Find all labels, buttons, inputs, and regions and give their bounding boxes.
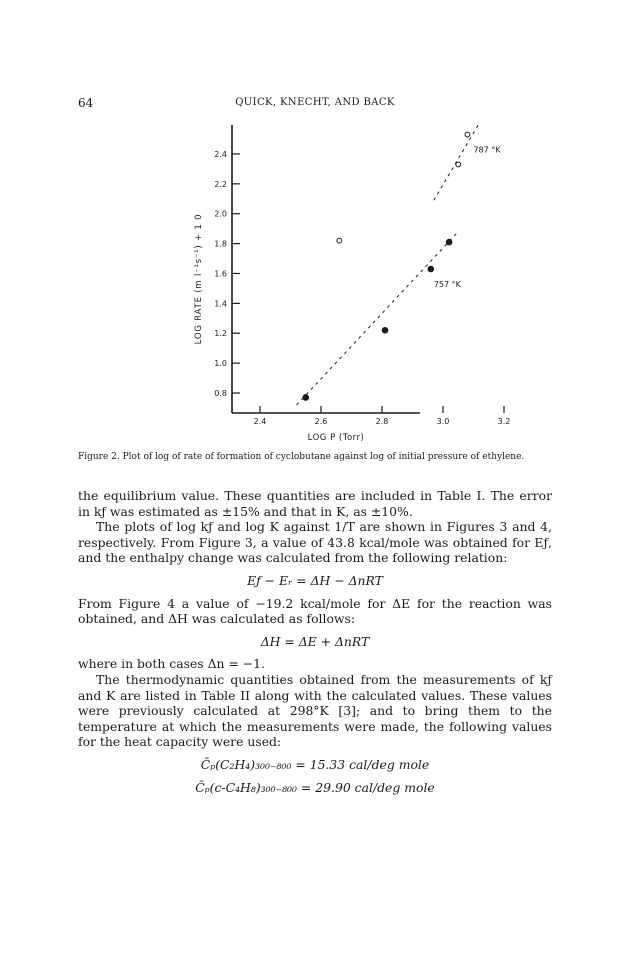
open-point <box>337 238 342 243</box>
paragraph-5: The thermodynamic quantities obtained from the measurements of kƒ and K are listed in Table II along with the calculated values. These values were previously calculated at 298°K [3]; and to bring them to the temperature at which the measurements were made, the following values for the heat capacity were used: <box>78 671 552 750</box>
plot-axes <box>232 125 420 413</box>
paragraph-4: where in both cases Δn = −1. <box>78 656 265 672</box>
fit-lines <box>297 123 480 405</box>
y-axis-title: LOG RATE (m l⁻¹s⁻¹) + 1 0 <box>194 213 204 345</box>
paragraph-2: The plots of log kƒ and log K against 1/T are shown in Figures 3 and 4, respectively. From Figure 3, a value of 43.8 kcal/mole was obtained for Eƒ, and the enthalpy change was calculated from the following relation: <box>78 519 552 566</box>
equation-4: C̄ₚ(c-C₄H₈)₃₀₀₋₈₀₀ = 29.90 cal/deg mole <box>195 779 435 795</box>
running-head: QUICK, KNECHT, AND BACK <box>235 97 395 108</box>
paragraph-3: From Figure 4 a value of −19.2 kcal/mole for ΔE for the reaction was obtained, and ΔH was calculated as follows: <box>78 595 552 627</box>
y-tick-label: 2.2 <box>214 179 227 189</box>
open-point <box>465 132 470 137</box>
x-tick-label: 2.4 <box>253 417 267 426</box>
annotation-757K: 757 °K <box>433 279 461 289</box>
x-tick-label: 2.6 <box>314 417 328 426</box>
x-axis-title: LOG P (Torr) <box>307 433 365 443</box>
open-point <box>456 162 461 167</box>
data-points <box>303 132 470 400</box>
page-number: 64 <box>78 96 94 110</box>
equation-1: Eƒ − Eᵣ = ΔH − ΔnRT <box>247 572 383 588</box>
y-tick-label: 2.0 <box>214 209 227 219</box>
tick-marks <box>232 154 504 413</box>
axis-labels <box>194 145 510 443</box>
y-tick-label: 0.8 <box>214 389 227 398</box>
equation-3: C̄ₚ(C₂H₄)₃₀₀₋₈₀₀ = 15.33 cal/deg mole <box>200 756 430 772</box>
x-tick-label: 3.2 <box>497 417 511 426</box>
y-tick-label: 1.6 <box>214 269 227 279</box>
figure-2-plot <box>0 0 624 450</box>
fit-line-series-2 <box>434 123 480 201</box>
y-tick-label: 1.2 <box>214 329 227 339</box>
filled-point <box>303 395 309 401</box>
y-tick-label: 1.0 <box>214 359 227 369</box>
annotation-787K: 787 °K <box>473 145 501 155</box>
filled-point <box>446 239 452 245</box>
figure-caption: Figure 2. Plot of log of rate of formation of cyclobutane against log of initial pressure of ethylene. <box>78 452 525 462</box>
y-tick-label: 1.8 <box>214 239 227 249</box>
x-tick-label: 2.8 <box>375 417 389 426</box>
y-tick-label: 2.4 <box>214 149 227 159</box>
filled-point <box>428 266 434 272</box>
y-tick-label: 1.4 <box>214 299 227 309</box>
fit-line-series-1 <box>297 232 459 405</box>
paragraph-1: the equilibrium value. These quantities are included in Table I. The error in kƒ was estimated as ±15% and that in K, as ±10%. <box>78 488 552 519</box>
equation-2: ΔH = ΔE + ΔnRT <box>260 633 370 649</box>
filled-point <box>382 327 388 333</box>
x-tick-label: 3.0 <box>436 417 450 426</box>
body-text <box>78 488 552 797</box>
